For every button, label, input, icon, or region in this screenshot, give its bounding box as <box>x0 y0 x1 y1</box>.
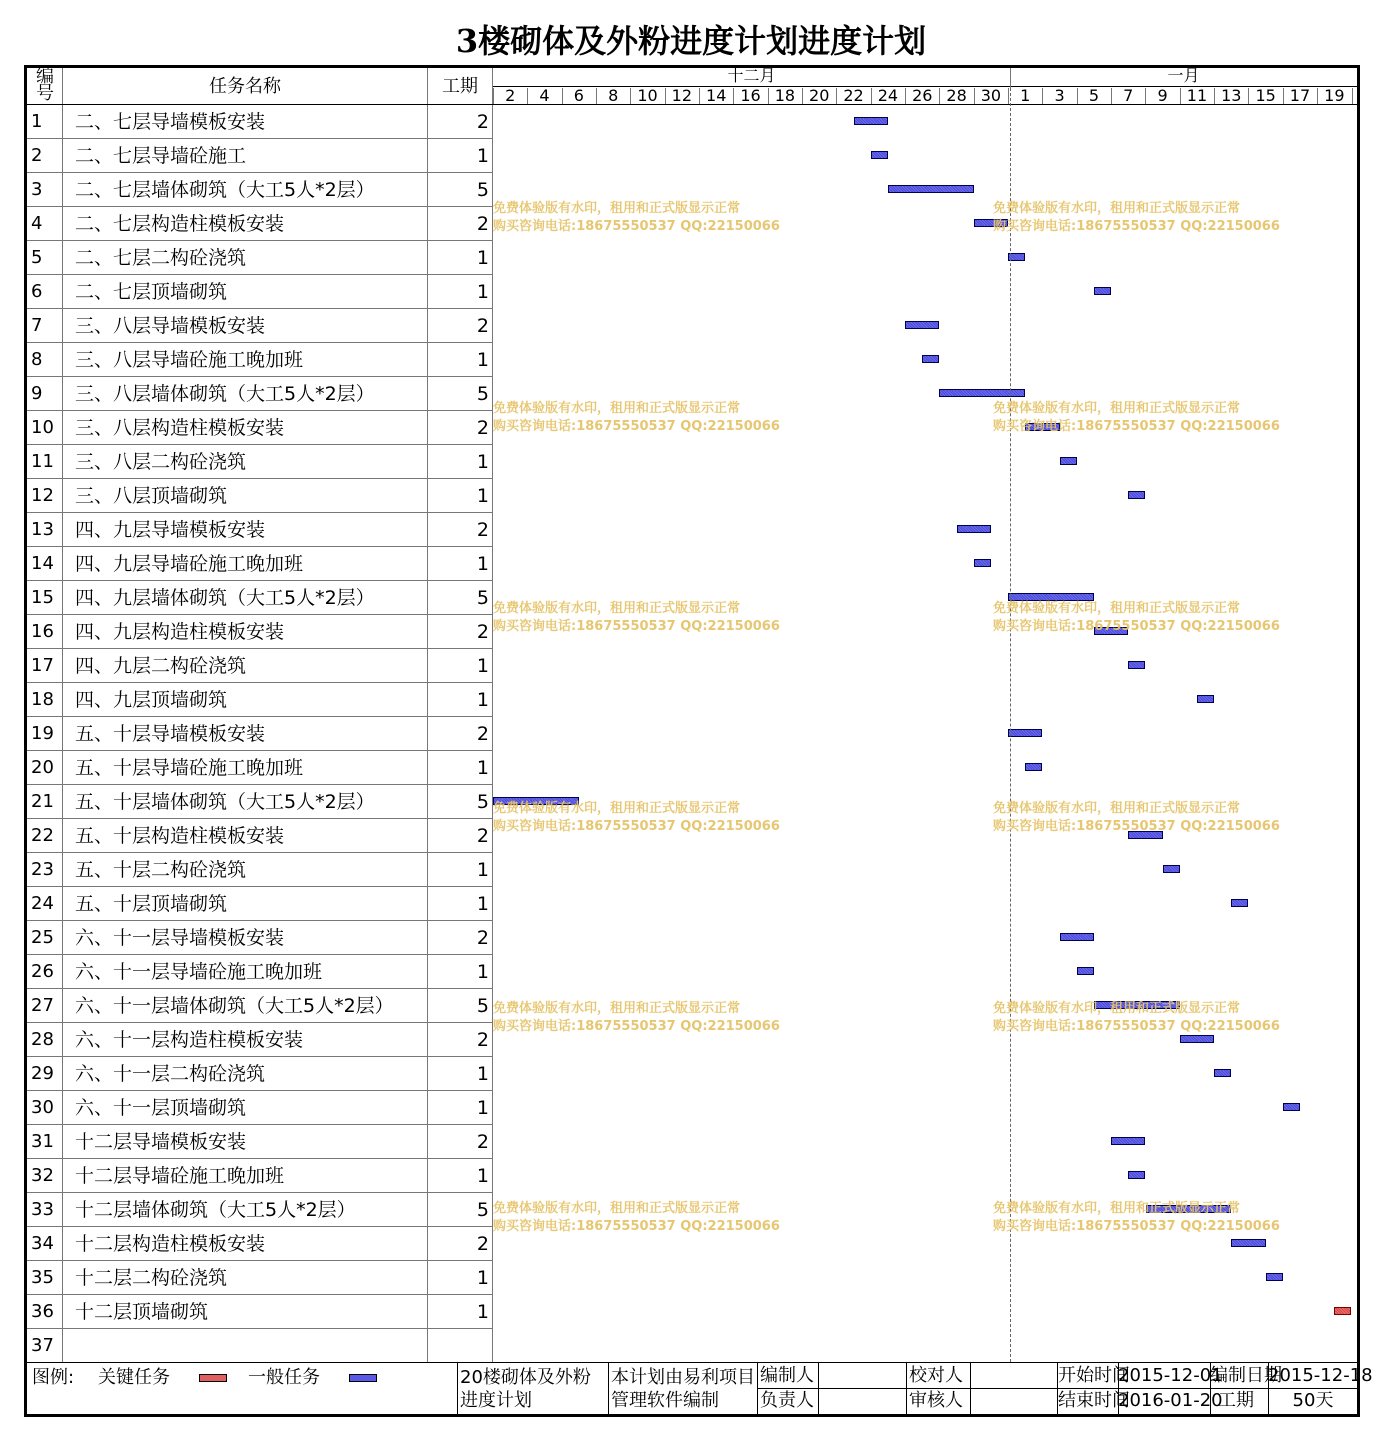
task-bar[interactable] <box>1128 491 1145 499</box>
footer-note: 本计划由易利项目管理软件编制 <box>611 1367 755 1411</box>
table-row <box>27 989 493 1023</box>
task-name: 六、十一层二构砼浇筑 <box>75 1063 266 1085</box>
table-row <box>27 445 493 479</box>
day-label: 9 <box>1157 86 1168 105</box>
task-bar[interactable] <box>871 151 888 159</box>
task-number: 16 <box>31 621 54 642</box>
day-label: 5 <box>1088 86 1100 105</box>
task-name: 六、十一层导墙模板安装 <box>75 927 285 949</box>
task-duration: 2 <box>476 213 489 235</box>
task-bar[interactable] <box>1163 865 1180 873</box>
month-label: 一月 <box>1167 66 1200 85</box>
task-name: 四、九层墙体砌筑（大工5人*2层） <box>75 587 375 609</box>
day-tick <box>699 88 700 104</box>
task-name: 四、九层构造柱模板安装 <box>75 621 285 643</box>
task-duration: 2 <box>476 825 489 847</box>
table-row <box>27 853 493 887</box>
day-tick <box>939 88 940 104</box>
task-name: 五、十层导墙模板安装 <box>75 723 266 745</box>
task-bar[interactable] <box>1231 899 1248 907</box>
task-name: 四、九层顶墙砌筑 <box>75 689 228 711</box>
day-tick <box>1111 88 1112 104</box>
watermark-text: 免费体验版有水印，租用和正式版显示正常 购买咨询电话:18675550537 QQ:22150066 <box>993 801 1280 834</box>
watermark-text: 免费体验版有水印，租用和正式版显示正常 购买咨询电话:18675550537 QQ:22150066 <box>993 401 1280 434</box>
reviewer-label: 审核人 <box>909 1390 963 1411</box>
table-row <box>27 343 493 377</box>
task-number: 36 <box>31 1301 54 1322</box>
day-tick <box>1008 88 1009 104</box>
task-number: 2 <box>31 145 43 166</box>
table-row <box>27 139 493 173</box>
task-duration: 2 <box>476 723 489 745</box>
task-number: 30 <box>31 1097 54 1118</box>
table-row <box>27 785 493 819</box>
task-bar[interactable] <box>1283 1103 1300 1111</box>
task-duration: 2 <box>476 1131 489 1153</box>
day-divider <box>493 104 1357 105</box>
task-bar[interactable] <box>1197 695 1214 703</box>
critical-task-bar[interactable] <box>1334 1307 1351 1315</box>
day-label: 2 <box>505 86 516 105</box>
task-name: 三、八层导墙砼施工晚加班 <box>75 349 304 371</box>
day-tick <box>974 88 975 104</box>
task-number: 25 <box>31 927 54 948</box>
task-number: 10 <box>31 417 54 438</box>
task-duration: 1 <box>476 893 489 915</box>
day-label: 16 <box>740 86 761 105</box>
task-bar[interactable] <box>905 321 939 329</box>
task-number: 32 <box>31 1165 54 1186</box>
day-label: 8 <box>608 86 619 105</box>
day-tick <box>1248 88 1249 104</box>
table-row <box>27 1125 493 1159</box>
task-duration: 1 <box>476 1063 489 1085</box>
task-bar[interactable] <box>922 355 939 363</box>
task-duration: 5 <box>476 791 489 813</box>
task-name: 五、十层导墙砼施工晚加班 <box>75 757 304 779</box>
day-tick <box>630 88 631 104</box>
task-number: 18 <box>31 689 54 710</box>
month-label: 十二月 <box>727 66 776 85</box>
task-duration: 1 <box>476 757 489 779</box>
task-bar[interactable] <box>1214 1069 1231 1077</box>
legend-critical-label: 关键任务 <box>98 1367 170 1388</box>
table-row <box>27 955 493 989</box>
task-name: 二、七层构造柱模板安装 <box>75 213 285 235</box>
task-name: 六、十一层导墙砼施工晚加班 <box>75 961 323 983</box>
task-number: 28 <box>31 1029 54 1050</box>
task-number: 27 <box>31 995 54 1016</box>
day-tick <box>1352 88 1353 104</box>
task-number: 9 <box>31 383 43 404</box>
day-tick <box>493 88 494 104</box>
table-row <box>27 921 493 955</box>
duration-value: 50天 <box>1292 1390 1334 1411</box>
end-value: 2016-01-20 <box>1118 1390 1223 1411</box>
day-label: 11 <box>1186 86 1208 105</box>
day-label: 12 <box>671 86 693 105</box>
task-duration: 1 <box>476 349 489 371</box>
task-duration: 1 <box>476 451 489 473</box>
task-number: 22 <box>31 825 54 846</box>
legend-normal-label: 一般任务 <box>248 1367 320 1388</box>
day-label: 30 <box>980 86 1002 105</box>
task-name: 十二层二构砼浇筑 <box>75 1267 228 1289</box>
task-number: 34 <box>31 1233 54 1254</box>
task-number: 15 <box>31 587 54 608</box>
day-tick <box>1283 88 1284 104</box>
task-duration: 1 <box>476 1165 489 1187</box>
watermark-text: 免费体验版有水印，租用和正式版显示正常 购买咨询电话:18675550537 QQ:22150066 <box>493 801 780 834</box>
day-tick <box>905 88 906 104</box>
table-row <box>27 547 493 581</box>
task-number: 17 <box>31 655 54 676</box>
task-name: 五、十层墙体砌筑（大工5人*2层） <box>75 791 375 813</box>
task-name: 三、八层顶墙砌筑 <box>75 485 228 507</box>
date-label: 编制日期 <box>1210 1365 1282 1386</box>
task-duration: 1 <box>476 553 489 575</box>
table-row <box>27 615 493 649</box>
legend-critical-swatch <box>199 1374 227 1382</box>
task-name: 三、八层导墙模板安装 <box>75 315 266 337</box>
day-label: 14 <box>706 86 727 105</box>
task-bar[interactable] <box>1128 1171 1145 1179</box>
task-name: 三、八层构造柱模板安装 <box>75 417 285 439</box>
task-duration: 1 <box>476 1267 489 1289</box>
table-row <box>27 1193 493 1227</box>
task-name: 十二层构造柱模板安装 <box>75 1233 266 1255</box>
task-number: 20 <box>31 757 54 778</box>
task-name: 三、八层二构砼浇筑 <box>75 451 247 473</box>
table-row <box>27 683 493 717</box>
month-boundary <box>1010 68 1011 88</box>
day-label: 7 <box>1123 86 1134 105</box>
day-tick <box>527 88 528 104</box>
task-duration: 2 <box>476 519 489 541</box>
table-row <box>27 1227 493 1261</box>
day-label: 3 <box>1054 86 1065 105</box>
compiler-label: 编制人 <box>760 1365 814 1386</box>
task-name: 二、七层导墙砼施工 <box>75 145 247 167</box>
task-name: 十二层顶墙砌筑 <box>75 1301 209 1323</box>
task-number: 14 <box>31 553 54 574</box>
task-name: 六、十一层构造柱模板安装 <box>75 1029 304 1051</box>
task-number: 5 <box>31 247 43 268</box>
end-label: 结束时间 <box>1058 1390 1130 1411</box>
table-row <box>27 173 493 207</box>
task-duration: 5 <box>476 587 489 609</box>
task-duration: 5 <box>476 383 489 405</box>
task-duration: 5 <box>476 179 489 201</box>
day-tick <box>836 88 837 104</box>
day-tick <box>1042 88 1043 104</box>
watermark-text: 免费体验版有水印，租用和正式版显示正常 购买咨询电话:18675550537 QQ:22150066 <box>993 601 1280 634</box>
task-number: 35 <box>31 1267 54 1288</box>
task-name: 三、八层墙体砌筑（大工5人*2层） <box>75 383 375 405</box>
table-row <box>27 105 493 139</box>
owner-label: 负责人 <box>760 1390 814 1411</box>
day-label: 1 <box>1020 86 1031 105</box>
task-duration: 1 <box>476 485 489 507</box>
today-line <box>1010 88 1011 1362</box>
task-number: 8 <box>31 349 43 370</box>
day-tick <box>1145 88 1146 104</box>
task-name: 二、七层导墙模板安装 <box>75 111 266 133</box>
task-number: 21 <box>31 791 54 812</box>
task-duration: 2 <box>476 111 489 133</box>
table-row <box>27 1329 493 1363</box>
table-row <box>27 513 493 547</box>
task-number: 13 <box>31 519 54 540</box>
task-bar[interactable] <box>1077 967 1094 975</box>
start-value: 2015-12-01 <box>1118 1365 1223 1386</box>
task-duration: 2 <box>476 1233 489 1255</box>
table-row <box>27 207 493 241</box>
day-tick <box>733 88 734 104</box>
task-duration: 1 <box>476 859 489 881</box>
watermark-text: 免费体验版有水印，租用和正式版显示正常 购买咨询电话:18675550537 QQ:22150066 <box>493 1201 780 1234</box>
legend-normal-swatch <box>349 1374 377 1382</box>
day-label: 20 <box>809 86 830 105</box>
table-row <box>27 377 493 411</box>
task-number: 26 <box>31 961 54 982</box>
task-duration <box>428 1329 489 1363</box>
day-tick <box>1180 88 1181 104</box>
legend-label: 图例: <box>32 1367 75 1388</box>
day-tick <box>871 88 872 104</box>
task-bar[interactable] <box>1025 763 1042 771</box>
task-duration: 1 <box>476 281 489 303</box>
day-tick <box>1317 88 1318 104</box>
task-name: 五、十层二构砼浇筑 <box>75 859 247 881</box>
footer-column-divider <box>608 1362 609 1414</box>
footer-left-divider <box>457 1362 458 1414</box>
task-bar[interactable] <box>1111 1137 1145 1145</box>
task-bar[interactable] <box>1266 1273 1283 1281</box>
day-label: 13 <box>1221 86 1242 105</box>
table-row <box>27 649 493 683</box>
table-row <box>27 717 493 751</box>
task-duration: 5 <box>476 1199 489 1221</box>
task-duration: 1 <box>476 145 489 167</box>
task-duration: 1 <box>476 247 489 269</box>
task-number: 11 <box>31 451 54 472</box>
table-row <box>27 1091 493 1125</box>
task-bar[interactable] <box>1128 661 1145 669</box>
table-row <box>27 1023 493 1057</box>
day-tick <box>596 88 597 104</box>
task-name: 二、七层顶墙砌筑 <box>75 281 228 303</box>
table-row <box>27 275 493 309</box>
task-number: 6 <box>31 281 43 302</box>
task-bar[interactable] <box>974 559 991 567</box>
task-duration: 2 <box>476 417 489 439</box>
table-row <box>27 1159 493 1193</box>
task-number: 31 <box>31 1131 54 1152</box>
watermark-text: 免费体验版有水印，租用和正式版显示正常 购买咨询电话:18675550537 QQ:22150066 <box>493 1001 780 1034</box>
task-duration: 1 <box>476 1097 489 1119</box>
task-number: 1 <box>31 111 43 132</box>
task-duration: 5 <box>476 995 489 1017</box>
task-number: 23 <box>31 859 54 880</box>
task-name: 二、七层墙体砌筑（大工5人*2层） <box>75 179 375 201</box>
day-label: 18 <box>774 86 796 105</box>
task-bar[interactable] <box>939 389 1025 397</box>
task-name: 四、九层二构砼浇筑 <box>75 655 247 677</box>
checker-label: 校对人 <box>909 1365 963 1386</box>
day-label: 4 <box>539 86 550 105</box>
watermark-text: 免费体验版有水印，租用和正式版显示正常 购买咨询电话:18675550537 QQ:22150066 <box>493 601 780 634</box>
watermark-text: 免费体验版有水印，租用和正式版显示正常 购买咨询电话:18675550537 QQ:22150066 <box>993 201 1280 234</box>
task-bar[interactable] <box>1094 287 1111 295</box>
watermark-text: 免费体验版有水印，租用和正式版显示正常 购买咨询电话:18675550537 QQ:22150066 <box>493 401 780 434</box>
task-bar[interactable] <box>1180 1035 1214 1043</box>
task-duration: 1 <box>476 655 489 677</box>
day-label: 17 <box>1289 86 1311 105</box>
col-header-no: 编号 <box>36 66 54 104</box>
task-bar[interactable] <box>1008 729 1042 737</box>
task-duration: 1 <box>476 1301 489 1323</box>
watermark-text: 免费体验版有水印，租用和正式版显示正常 购买咨询电话:18675550537 QQ:22150066 <box>493 201 780 234</box>
start-label: 开始时间 <box>1058 1365 1130 1386</box>
table-row <box>27 581 493 615</box>
day-label: 15 <box>1255 86 1276 105</box>
task-name: 五、十层顶墙砌筑 <box>75 893 228 915</box>
task-number: 33 <box>31 1199 54 1220</box>
task-bar[interactable] <box>1060 457 1077 465</box>
day-tick <box>802 88 803 104</box>
table-row <box>27 1261 493 1295</box>
task-bar[interactable] <box>957 525 991 533</box>
day-label: 28 <box>946 86 967 105</box>
task-duration: 2 <box>476 1029 489 1051</box>
task-number: 19 <box>31 723 54 744</box>
day-label: 22 <box>843 86 864 105</box>
day-label: 10 <box>637 86 658 105</box>
date-value: 2015-12-18 <box>1268 1365 1373 1386</box>
footer-project-name: 20楼砌体及外粉进度计划 <box>460 1367 591 1411</box>
task-number: 3 <box>31 179 43 200</box>
task-name: 四、九层导墙模板安装 <box>75 519 266 541</box>
task-name: 五、十层构造柱模板安装 <box>75 825 285 847</box>
day-label: 24 <box>877 86 899 105</box>
page-title: 3楼砌体及外粉进度计划进度计划 <box>455 22 927 60</box>
task-name: 十二层墙体砌筑（大工5人*2层） <box>75 1199 356 1221</box>
task-name: 六、十一层顶墙砌筑 <box>75 1097 247 1119</box>
table-row <box>27 241 493 275</box>
task-name: 六、十一层墙体砌筑（大工5人*2层） <box>75 995 394 1017</box>
task-name: 二、七层二构砼浇筑 <box>75 247 247 269</box>
table-row <box>27 1057 493 1091</box>
task-number: 24 <box>31 893 54 914</box>
task-bar[interactable] <box>1231 1239 1265 1247</box>
task-bar[interactable] <box>1060 933 1094 941</box>
task-bar[interactable] <box>888 185 974 193</box>
task-number: 12 <box>31 485 54 506</box>
day-tick <box>1214 88 1215 104</box>
task-name: 十二层导墙模板安装 <box>75 1131 247 1153</box>
day-tick <box>562 88 563 104</box>
table-row <box>27 751 493 785</box>
task-name: 四、九层导墙砼施工晚加班 <box>75 553 304 575</box>
day-label: 19 <box>1324 86 1345 105</box>
table-row <box>27 411 493 445</box>
task-duration: 1 <box>476 689 489 711</box>
task-duration: 1 <box>476 961 489 983</box>
table-row <box>27 309 493 343</box>
task-duration: 2 <box>476 621 489 643</box>
task-number: 7 <box>31 315 43 336</box>
col-header-duration: 工期 <box>442 76 478 97</box>
task-duration: 2 <box>476 315 489 337</box>
day-label: 6 <box>573 86 584 105</box>
table-row <box>27 887 493 921</box>
table-row <box>27 479 493 513</box>
day-label: 26 <box>912 86 933 105</box>
day-tick <box>768 88 769 104</box>
task-bar[interactable] <box>854 117 888 125</box>
task-name: 十二层导墙砼施工晚加班 <box>75 1165 285 1187</box>
task-duration: 2 <box>476 927 489 949</box>
watermark-text: 免费体验版有水印，租用和正式版显示正常 购买咨询电话:18675550537 QQ:22150066 <box>993 1201 1280 1234</box>
month-divider <box>493 86 1357 87</box>
task-name <box>75 1329 427 1363</box>
day-tick <box>1077 88 1078 104</box>
task-number: 29 <box>31 1063 54 1084</box>
watermark-text: 免费体验版有水印，租用和正式版显示正常 购买咨询电话:18675550537 QQ:22150066 <box>993 1001 1280 1034</box>
table-row <box>27 819 493 853</box>
day-tick <box>665 88 666 104</box>
table-row <box>27 1295 493 1329</box>
col-header-name: 任务名称 <box>209 76 281 97</box>
duration-label: 工期 <box>1218 1390 1254 1411</box>
task-number: 4 <box>31 213 43 234</box>
task-number: 37 <box>31 1335 54 1356</box>
